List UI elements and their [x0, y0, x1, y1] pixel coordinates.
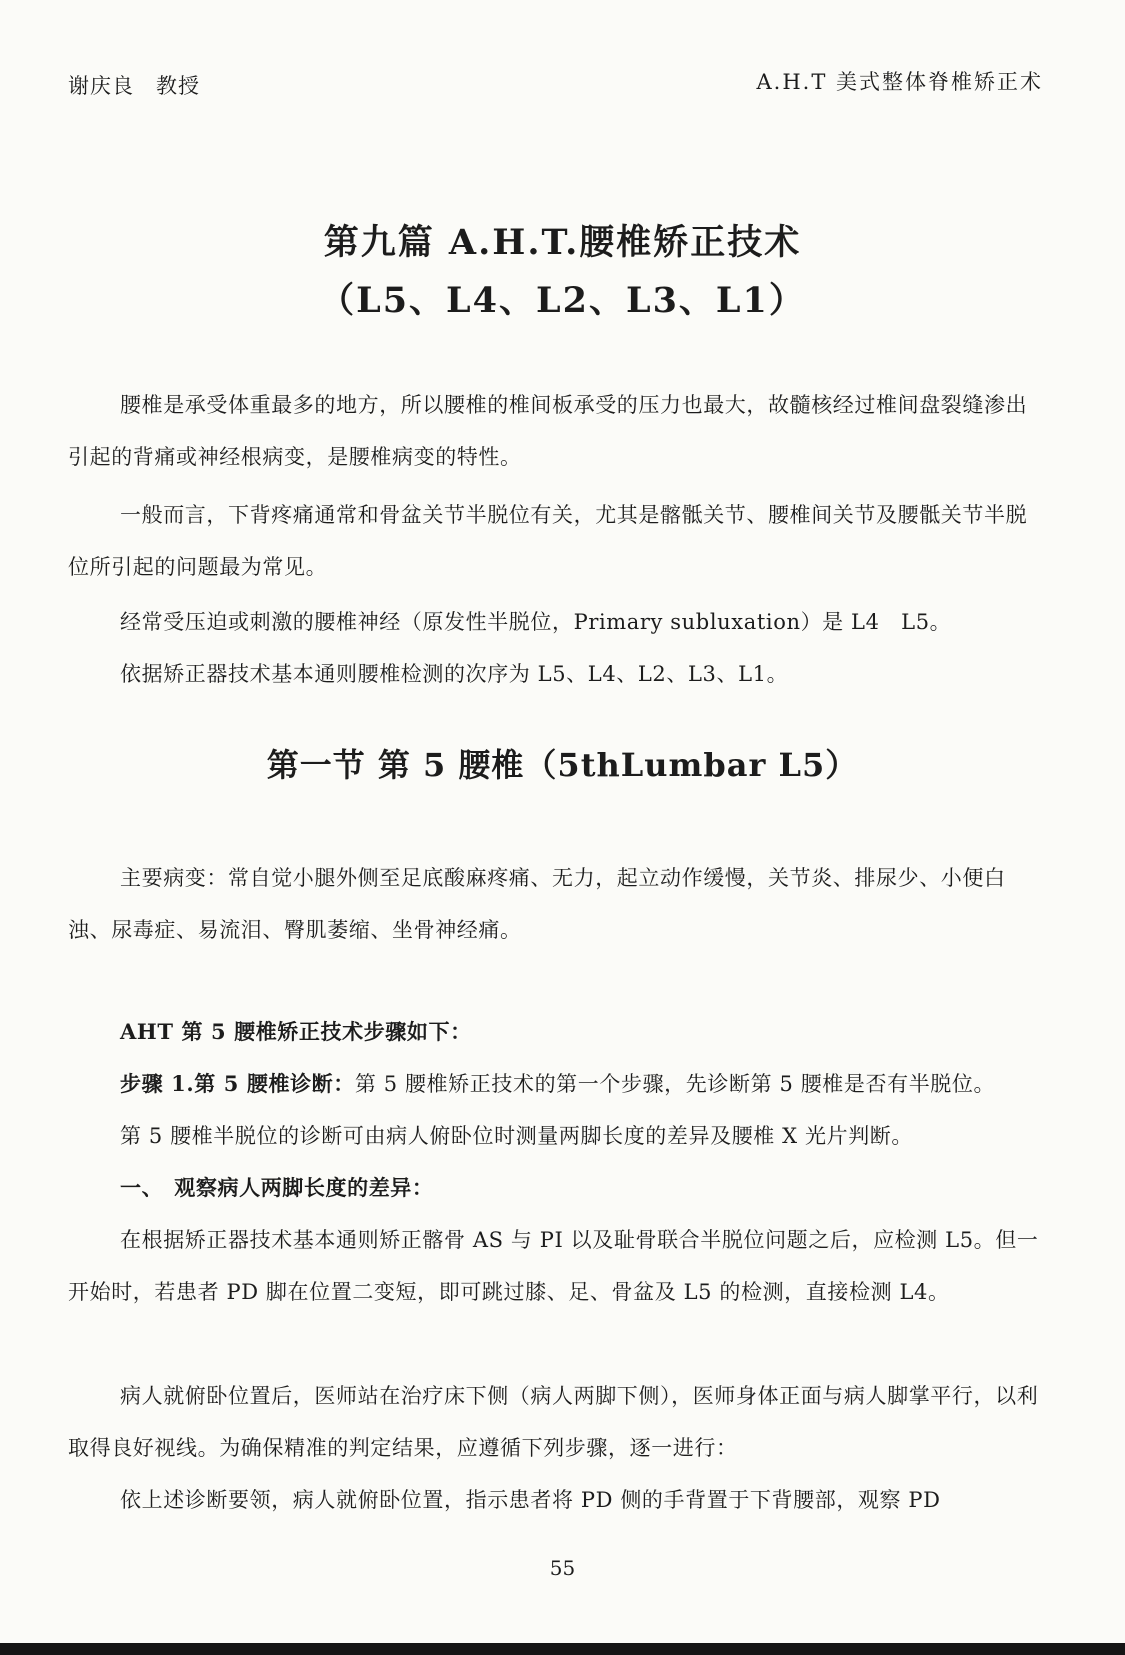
step1-label: 步骤 1.第 5 腰椎诊断：: [120, 1071, 355, 1096]
chapter-title-line2: （L5、L4、L2、L3、L1）: [319, 280, 806, 321]
intro-paragraph-4: 依据矫正器技术基本通则腰椎检测的次序为 L5、L4、L2、L3、L1。: [120, 662, 789, 686]
intro-paragraph-3: 经常受压迫或刺激的腰椎神经（原发性半脱位，Primary subluxation）是 L4 L5。: [120, 610, 952, 634]
sub1-heading: 一、 观察病人两脚长度的差异：: [120, 1175, 434, 1200]
sub1-paragraph-3: 依上述诊断要领，病人就俯卧位置，指示患者将 PD 侧的手背置于下背腰部，观察 PD: [120, 1488, 941, 1512]
header-book-title: A.H.T 美式整体脊椎矫正术: [756, 70, 1043, 94]
intro-paragraph-2: 一般而言，下背疼痛通常和骨盆关节半脱位有关，尤其是髂骶关节、腰椎间关节及腰骶关节半脱位所引起的问题最为常见。: [68, 503, 1028, 579]
header-author: 谢庆良 教授: [68, 74, 200, 98]
intro-paragraph-1: 腰椎是承受体重最多的地方，所以腰椎的椎间板承受的压力也最大，故髓核经过椎间盘裂缝渗出引起的背痛或神经根病变，是腰椎病变的特性。: [68, 393, 1028, 469]
section-title: 第一节 第 5 腰椎（5thLumbar L5）: [266, 746, 859, 784]
steps-heading: AHT 第 5 腰椎矫正技术步骤如下：: [120, 1019, 472, 1044]
sub1-paragraph-2: 病人就俯卧位置后，医师站在治疗床下侧（病人两脚下侧），医师身体正面与病人脚掌平行，以利取得良好视线。为确保精准的判定结果，应遵循下列步骤，逐一进行：: [68, 1384, 1039, 1460]
main-lesion-paragraph: 主要病变：常自觉小腿外侧至足底酸麻疼痛、无力，起立动作缓慢，关节炎、排尿少、小便白浊、尿毒症、易流泪、臀肌萎缩、坐骨神经痛。: [68, 866, 1006, 942]
chapter-title-line1: 第九篇 A.H.T.腰椎矫正技术: [323, 222, 802, 263]
scan-edge-bar: [0, 1643, 1125, 1655]
page-number: 55: [549, 1556, 576, 1580]
step1-text: 第 5 腰椎矫正技术的第一个步骤，先诊断第 5 腰椎是否有半脱位。: [354, 1072, 996, 1096]
step1-continuation: 第 5 腰椎半脱位的诊断可由病人俯卧位时测量两脚长度的差异及腰椎 X 光片判断。: [120, 1124, 914, 1148]
chapter-title: [0, 214, 1125, 330]
sub1-paragraph-1: 在根据矫正器技术基本通则矫正髂骨 AS 与 PI 以及耻骨联合半脱位问题之后，应检测 L5。但一开始时，若患者 PD 脚在位置二变短，即可跳过膝、足、骨盆及 L5 的检测，直接检测 L4。: [68, 1228, 1039, 1304]
step1-paragraph: [68, 1058, 1048, 1110]
